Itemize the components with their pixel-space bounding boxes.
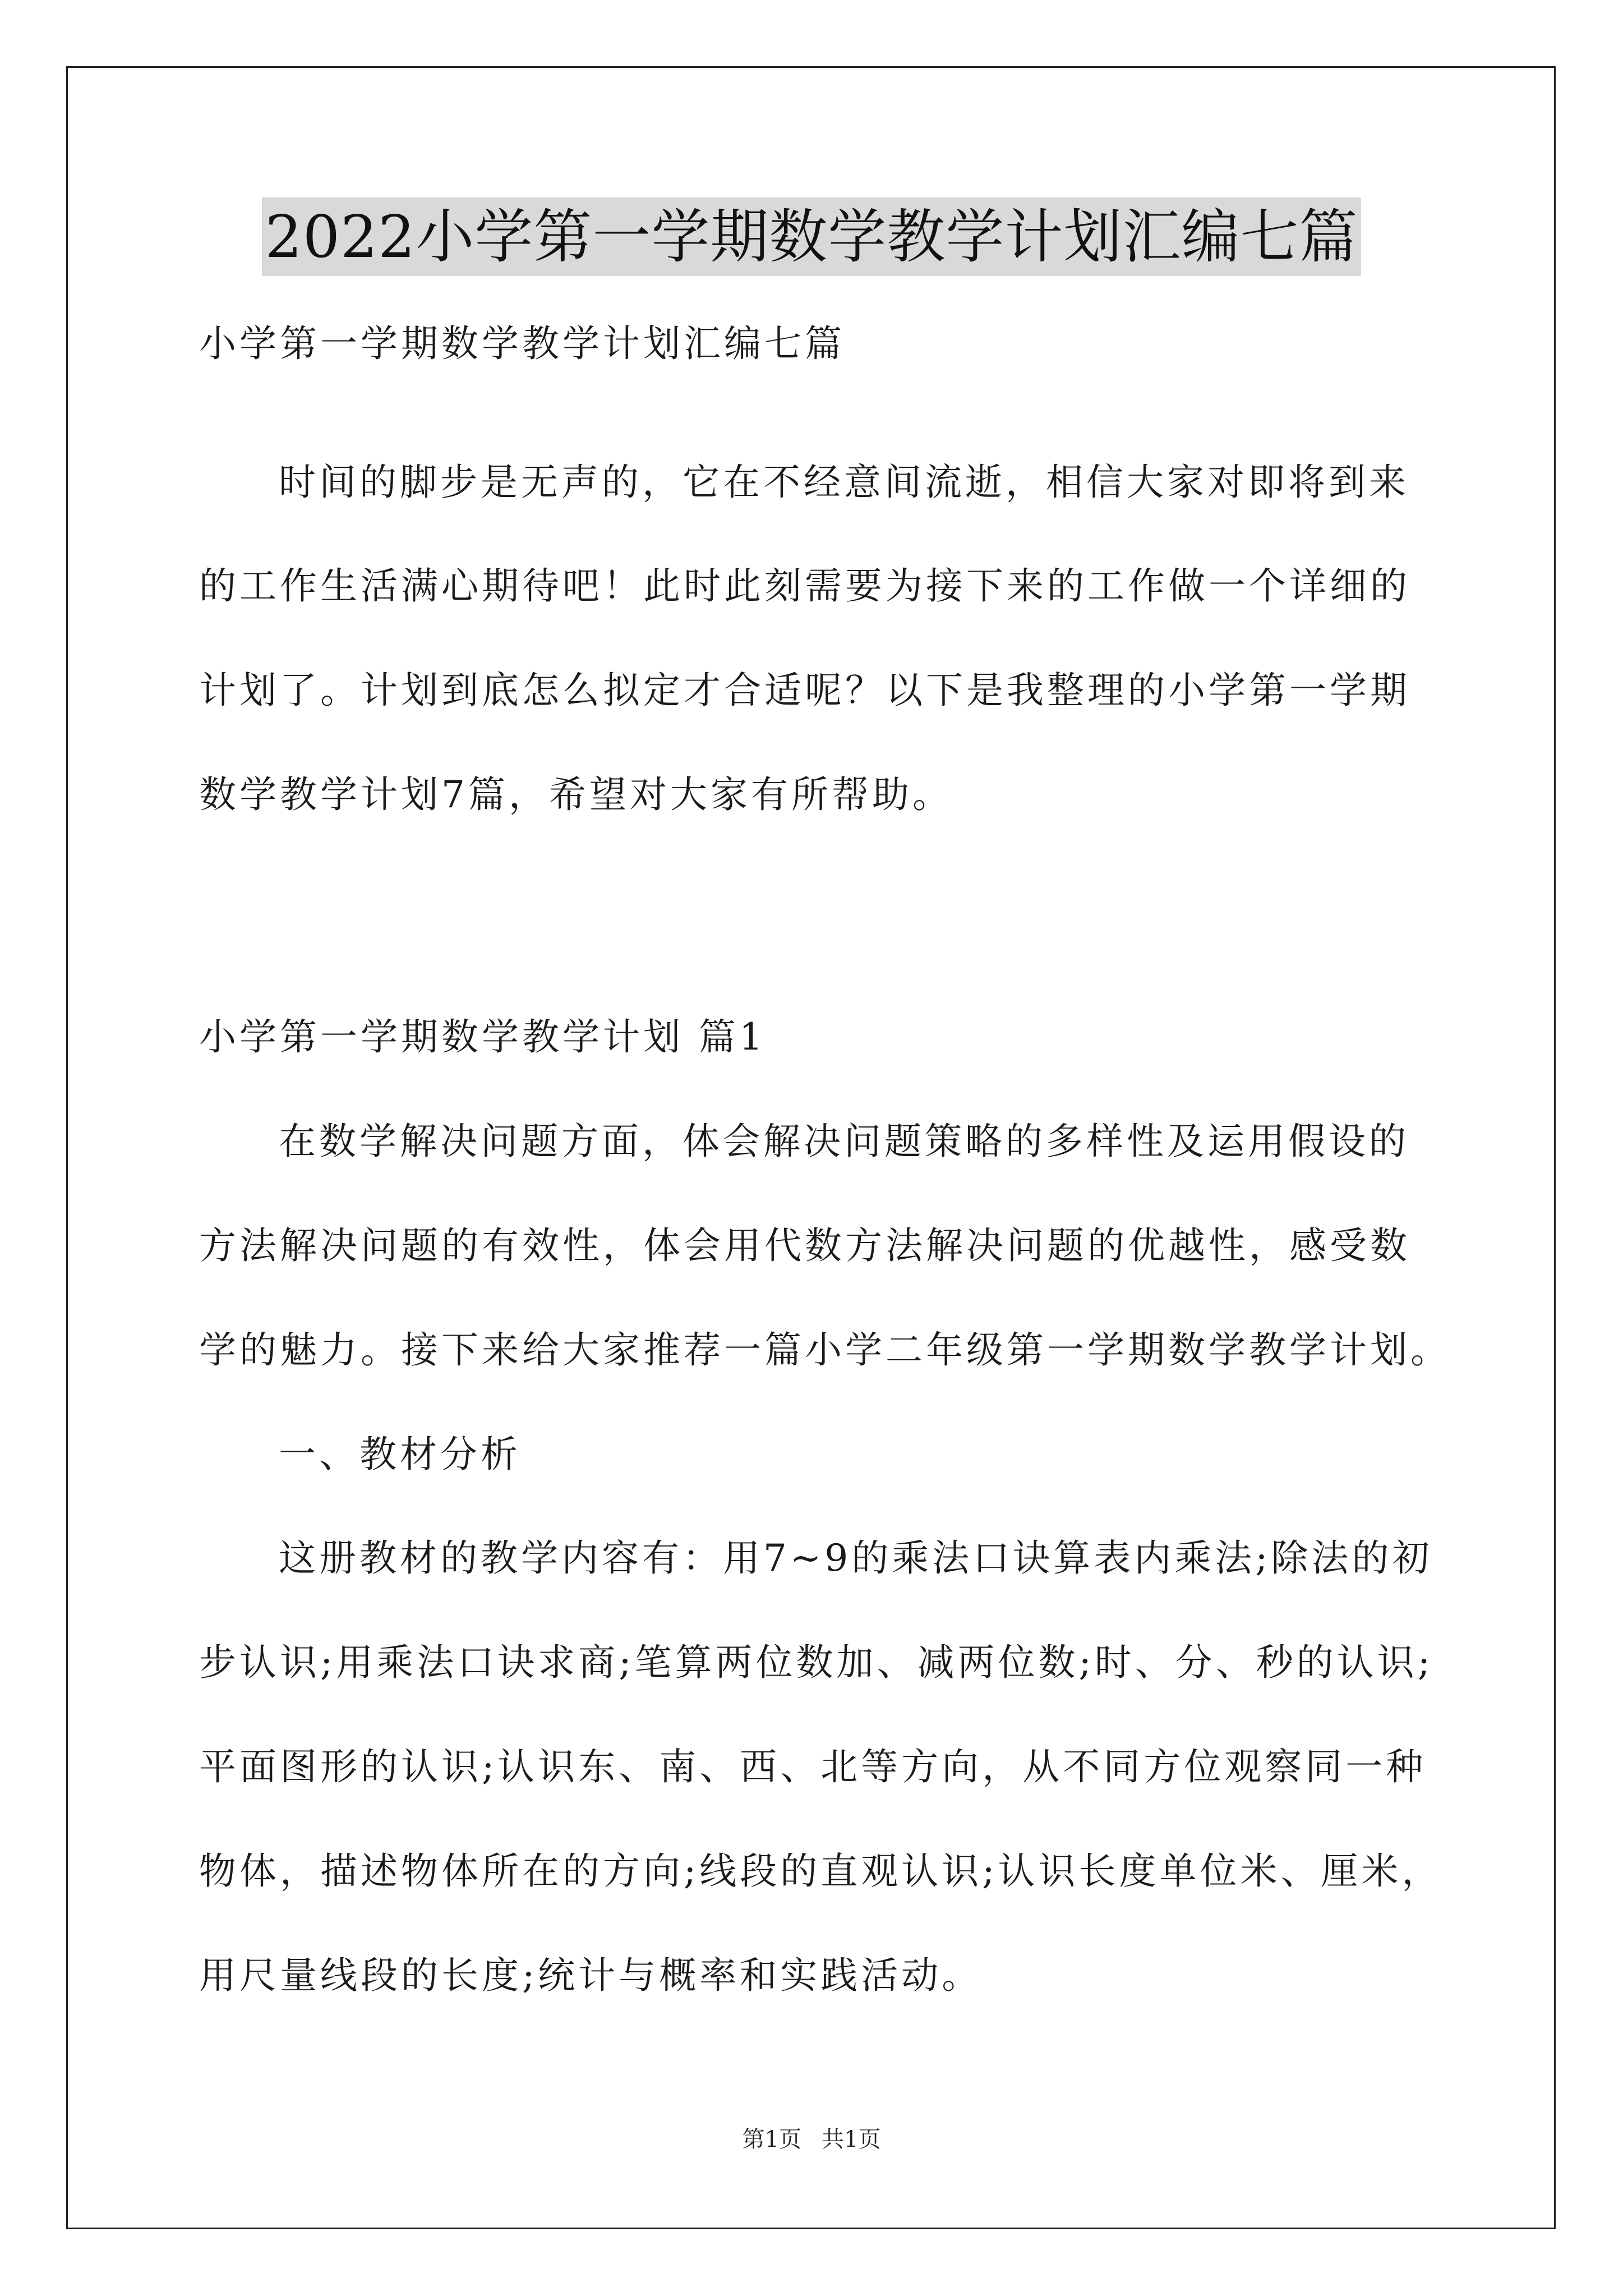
section1-line-3: 学的魅力。接下来给大家推荐一篇小学二年级第一学期数学教学计划。 (199, 1328, 1451, 1372)
page-footer (0, 2123, 1623, 2156)
content-line-1: 这册教材的教学内容有：用7~9的乘法口诀算表内乘法;除法的初 (279, 1536, 1433, 1580)
content-line-5: 用尺量线段的长度;统计与概率和实践活动。 (199, 1954, 983, 1997)
section1-line-2: 方法解决问题的有效性，体会用代数方法解决问题的优越性，感受数 (199, 1224, 1410, 1267)
subheading-textbook-analysis: 一、教材分析 (279, 1433, 521, 1476)
content-line-2: 步认识;用乘法口诀求商;笔算两位数加、减两位数;时、分、秒的认识; (199, 1641, 1433, 1684)
intro-line-1: 时间的脚步是无声的，它在不经意间流逝，相信大家对即将到来 (279, 461, 1409, 504)
content-line-3: 平面图形的认识;认识东、南、西、北等方向，从不同方位观察同一种 (199, 1745, 1427, 1788)
page-number: 第1页 (742, 2127, 801, 2152)
intro-line-2: 的工作生活满心期待吧！此时此刻需要为接下来的工作做一个详细的 (199, 564, 1410, 608)
page-total: 共1页 (822, 2127, 881, 2152)
intro-line-4: 数学教学计划7篇，希望对大家有所帮助。 (199, 773, 953, 816)
section-heading-1: 小学第一学期数学教学计划 篇1 (199, 1015, 766, 1059)
document-title: 2022小学第一学期数学教学计划汇编七篇 (262, 197, 1362, 276)
section1-line-1: 在数学解决问题方面，体会解决问题策略的多样性及运用假设的 (279, 1120, 1409, 1163)
content-line-4: 物体，描述物体所在的方向;线段的直观认识;认识长度单位米、厘米， (199, 1849, 1442, 1893)
subtitle-line: 小学第一学期数学教学计划汇编七篇 (199, 322, 845, 365)
title-wrapper (0, 197, 1623, 276)
intro-line-3: 计划了。计划到底怎么拟定才合适呢？以下是我整理的小学第一学期 (199, 669, 1410, 712)
